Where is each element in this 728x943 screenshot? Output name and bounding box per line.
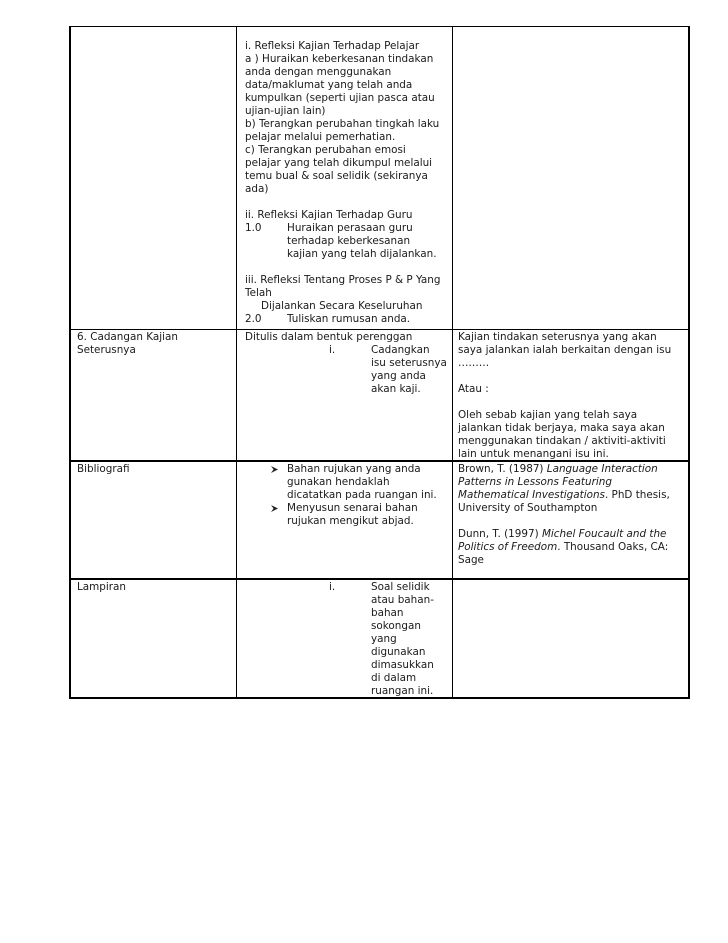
arrow-bullet-icon — [270, 504, 279, 513]
reflection-teacher-heading: ii. Refleksi Kajian Terhadap Guru — [245, 209, 413, 221]
appendix-text: dimasukkan — [371, 659, 434, 671]
next-study-alt-line: jalankan tidak berjaya, maka saya akan — [458, 422, 665, 434]
appendix-number: i. — [329, 581, 336, 593]
next-study-or: Atau : — [458, 383, 489, 395]
next-study-text: yang anda — [371, 370, 426, 382]
reflection-process-heading: iii. Refleksi Tentang Proses P & P Yang — [245, 274, 441, 286]
reflection-teacher-text: terhadap keberkesanan — [287, 235, 411, 247]
reflection-teacher-text: kajian yang telah dijalankan. — [287, 248, 437, 260]
next-study-alt-line: lain untuk menangani isu ini. — [458, 448, 609, 460]
reference-brown: Brown, T. (1987) Language Interaction — [458, 463, 658, 475]
reflection-student-a-line: a ) Huraikan keberkesanan tindakan — [245, 53, 434, 65]
next-study-text: akan kaji. — [371, 383, 421, 395]
bibliography-instruction: gunakan hendaklah — [287, 476, 390, 488]
bibliography-instruction: Menyusun senarai bahan — [287, 502, 418, 514]
reflection-student-c-line: temu bual & soal selidik (sekiranya — [245, 170, 428, 182]
reflection-student-heading: i. Refleksi Kajian Terhadap Pelajar — [245, 40, 420, 52]
next-study-intro: Ditulis dalam bentuk perenggan — [245, 331, 413, 343]
next-study-example-line: saya jalankan ialah berkaitan dengan isu — [458, 344, 672, 356]
bibliography-label: Bibliografi — [77, 463, 130, 475]
appendix-text: Soal selidik — [371, 581, 430, 593]
appendix-text: di dalam — [371, 672, 417, 684]
reference-dunn: Politics of Freedom. Thousand Oaks, CA: — [458, 541, 669, 553]
table-border-right — [688, 26, 690, 699]
appendix-text: bahan — [371, 607, 404, 619]
reference-brown: Mathematical Investigations. PhD thesis, — [458, 489, 670, 501]
next-study-example-line: Kajian tindakan seterusnya yang akan — [458, 331, 657, 343]
bibliography-instruction: Bahan rujukan yang anda — [287, 463, 421, 475]
table-border-left — [69, 26, 71, 699]
section-6-label: Seterusnya — [77, 344, 136, 356]
reflection-student-c-line: pelajar yang telah dikumpul melalui — [245, 157, 433, 169]
reference-brown: Patterns in Lessons Featuring — [458, 476, 612, 488]
bibliography-instruction: dicatatkan pada ruangan ini. — [287, 489, 437, 501]
reflection-student-b-line: b) Terangkan perubahan tingkah laku — [245, 118, 440, 130]
reflection-student-b-line: pelajar melalui pemerhatian. — [245, 131, 396, 143]
appendix-text: ruangan ini. — [371, 685, 434, 697]
reference-brown: University of Southampton — [458, 502, 598, 514]
reference-dunn: Sage — [458, 554, 484, 566]
row-divider-1 — [69, 329, 690, 330]
table-border-top — [69, 26, 690, 27]
next-study-number: i. — [329, 344, 336, 356]
reflection-student-c-line: ada) — [245, 183, 269, 195]
reflection-process-text: Tuliskan rumusan anda. — [287, 313, 411, 325]
appendix-text: digunakan — [371, 646, 426, 658]
next-study-text: isu seterusnya — [371, 357, 447, 369]
reflection-teacher-text: Huraikan perasaan guru — [287, 222, 413, 234]
reflection-student-a-line: anda dengan menggunakan — [245, 66, 392, 78]
reflection-teacher-number: 1.0 — [245, 222, 262, 234]
reflection-student-a-line: ujian-ujian lain) — [245, 105, 326, 117]
reflection-process-number: 2.0 — [245, 313, 262, 325]
reflection-student-a-line: data/maklumat yang telah anda — [245, 79, 413, 91]
next-study-alt-line: Oleh sebab kajian yang telah saya — [458, 409, 638, 421]
column-divider-2 — [452, 26, 453, 699]
reference-dunn: Dunn, T. (1997) Michel Foucault and the — [458, 528, 667, 540]
row-divider-3 — [69, 578, 690, 580]
appendix-label: Lampiran — [77, 581, 126, 593]
appendix-text: atau bahan- — [371, 594, 434, 606]
arrow-bullet-icon — [270, 465, 279, 474]
next-study-alt-line: menggunakan tindakan / aktiviti-aktiviti — [458, 435, 666, 447]
reflection-student-a-line: kumpulkan (seperti ujian pasca atau — [245, 92, 435, 104]
section-6-label: 6. Cadangan Kajian — [77, 331, 178, 343]
next-study-example-line: ……… — [458, 357, 490, 369]
reflection-process-subheading: Dijalankan Secara Keseluruhan — [261, 300, 423, 312]
column-divider-1 — [236, 26, 237, 699]
next-study-text: Cadangkan — [371, 344, 430, 356]
reflection-student-c-line: c) Terangkan perubahan emosi — [245, 144, 406, 156]
reflection-process-heading: Telah — [245, 287, 272, 299]
bibliography-instruction: rujukan mengikut abjad. — [287, 515, 414, 527]
appendix-text: sokongan — [371, 620, 421, 632]
appendix-text: yang — [371, 633, 397, 645]
